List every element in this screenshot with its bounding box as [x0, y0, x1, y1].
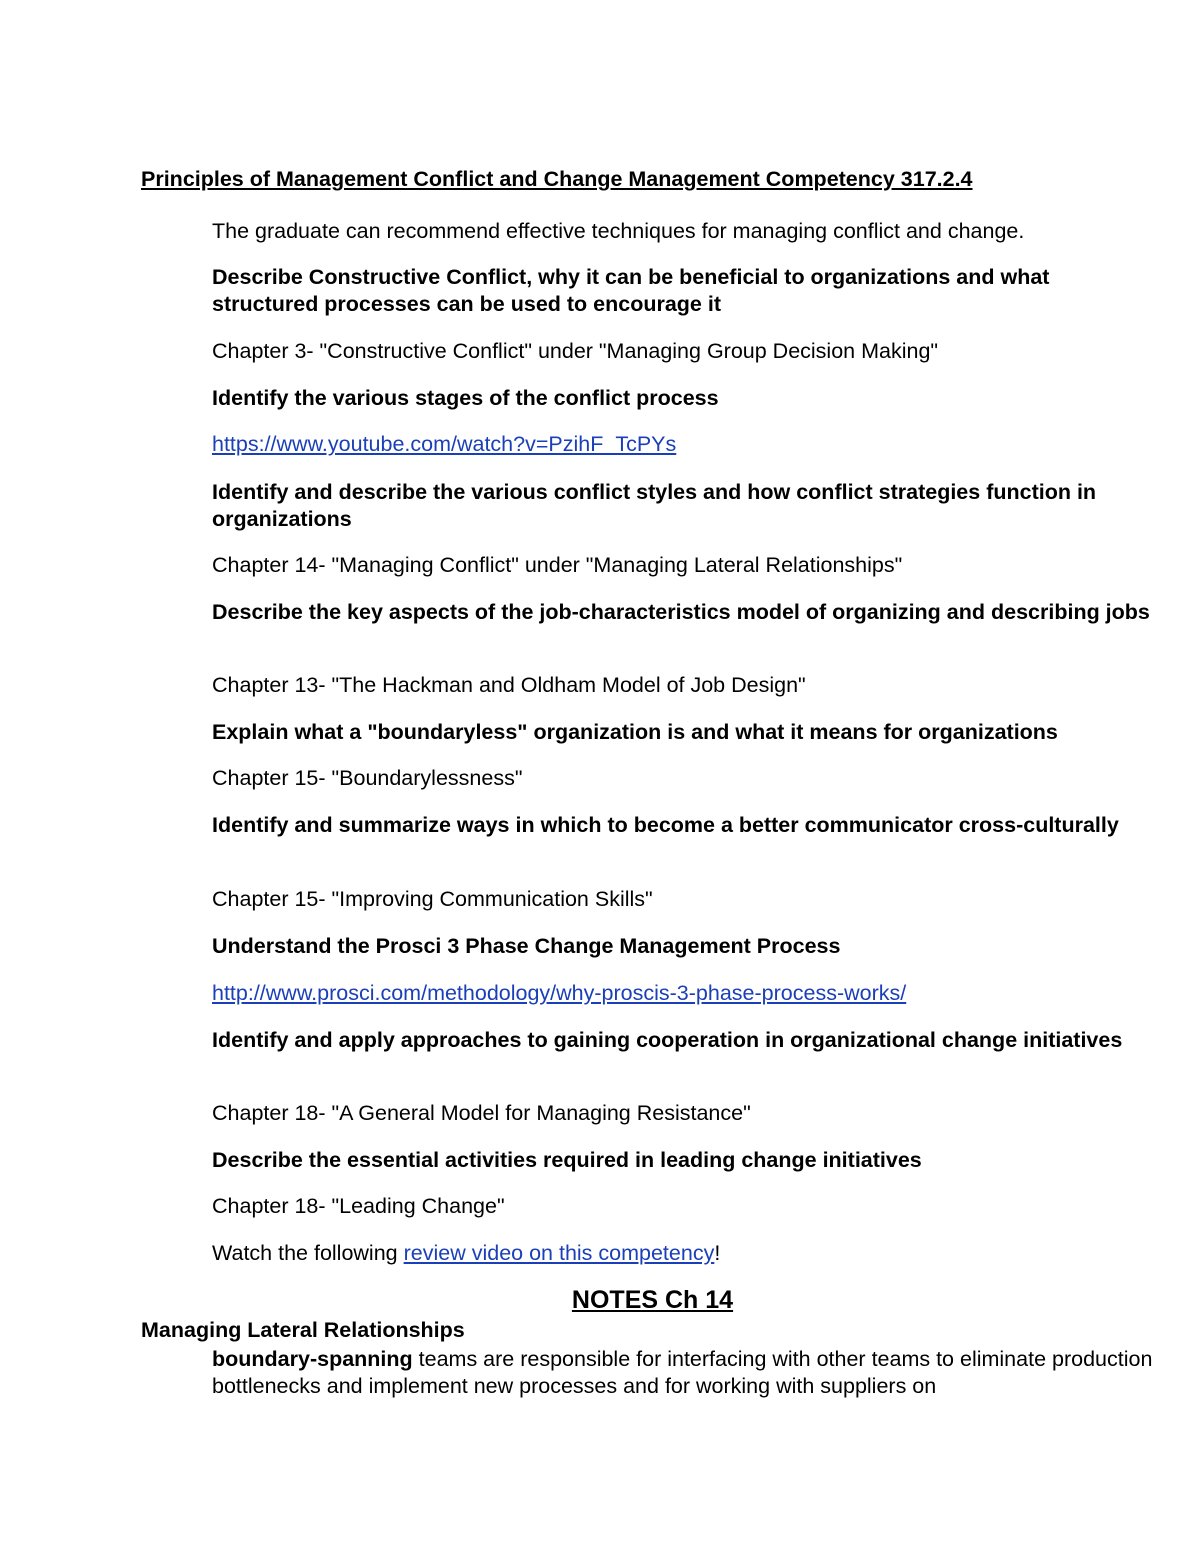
- objective-constructive-conflict: Describe Constructive Conflict, why it can be beneficial to organizations and what structured processes can be used to encourage it: [212, 265, 1050, 316]
- reference-chapter-14: Chapter 14- "Managing Conflict" under "Managing Lateral Relationships": [212, 553, 903, 577]
- objective-conflict-styles: Identify and describe the various conflict styles and how conflict strategies function in organizations: [212, 480, 1097, 531]
- notes-body: teams are responsible for interfacing with other teams to eliminate production bottlenecks and implement new processes and for working with suppliers on: [212, 1347, 1153, 1398]
- reference-chapter-15-boundarylessness: Chapter 15- "Boundarylessness": [212, 766, 523, 790]
- document-title: Principles of Management Conflict and Change Management Competency 317.2.4: [141, 167, 973, 191]
- notes-term: boundary-spanning: [212, 1347, 413, 1371]
- reference-chapter-3: Chapter 3- "Constructive Conflict" under "Managing Group Decision Making": [212, 339, 939, 363]
- notes-heading: NOTES Ch 14: [571, 1286, 734, 1314]
- objective-conflict-stages: Identify the various stages of the conflict process: [212, 386, 719, 410]
- youtube-link[interactable]: https://www.youtube.com/watch?v=PzihF_TcPYs: [212, 432, 677, 456]
- objective-job-characteristics: Describe the key aspects of the job-characteristics model of organizing and describing jobs: [212, 600, 1150, 624]
- review-video-link[interactable]: review video on this competency: [403, 1241, 715, 1265]
- competency-description: The graduate can recommend effective techniques for managing conflict and change.: [212, 219, 1025, 243]
- watch-video-line: [212, 1240, 1157, 1267]
- objective-cross-cultural: Identify and summarize ways in which to become a better communicator cross-culturally: [212, 813, 1119, 837]
- watch-prefix: Watch the following: [212, 1241, 404, 1265]
- reference-chapter-18-resistance: Chapter 18- "A General Model for Managing Resistance": [212, 1101, 751, 1125]
- objective-boundaryless: Explain what a "boundaryless" organization is and what it means for organizations: [212, 720, 1058, 744]
- watch-suffix: !: [714, 1241, 721, 1265]
- reference-chapter-18-leading: Chapter 18- "Leading Change": [212, 1194, 505, 1218]
- section-heading: Managing Lateral Relationships: [141, 1318, 465, 1342]
- prosci-link[interactable]: http://www.prosci.com/methodology/why-proscis-3-phase-process-works/: [212, 981, 907, 1005]
- reference-chapter-15-communication: Chapter 15- "Improving Communication Skills": [212, 887, 653, 911]
- objective-gaining-cooperation: Identify and apply approaches to gaining cooperation in organizational change initiatives: [212, 1028, 1123, 1052]
- objective-prosci: Understand the Prosci 3 Phase Change Management Process: [212, 934, 841, 958]
- notes-paragraph: [212, 1346, 1157, 1400]
- reference-chapter-13: Chapter 13- "The Hackman and Oldham Model of Job Design": [212, 673, 806, 697]
- objective-leading-change: Describe the essential activities required in leading change initiatives: [212, 1148, 922, 1172]
